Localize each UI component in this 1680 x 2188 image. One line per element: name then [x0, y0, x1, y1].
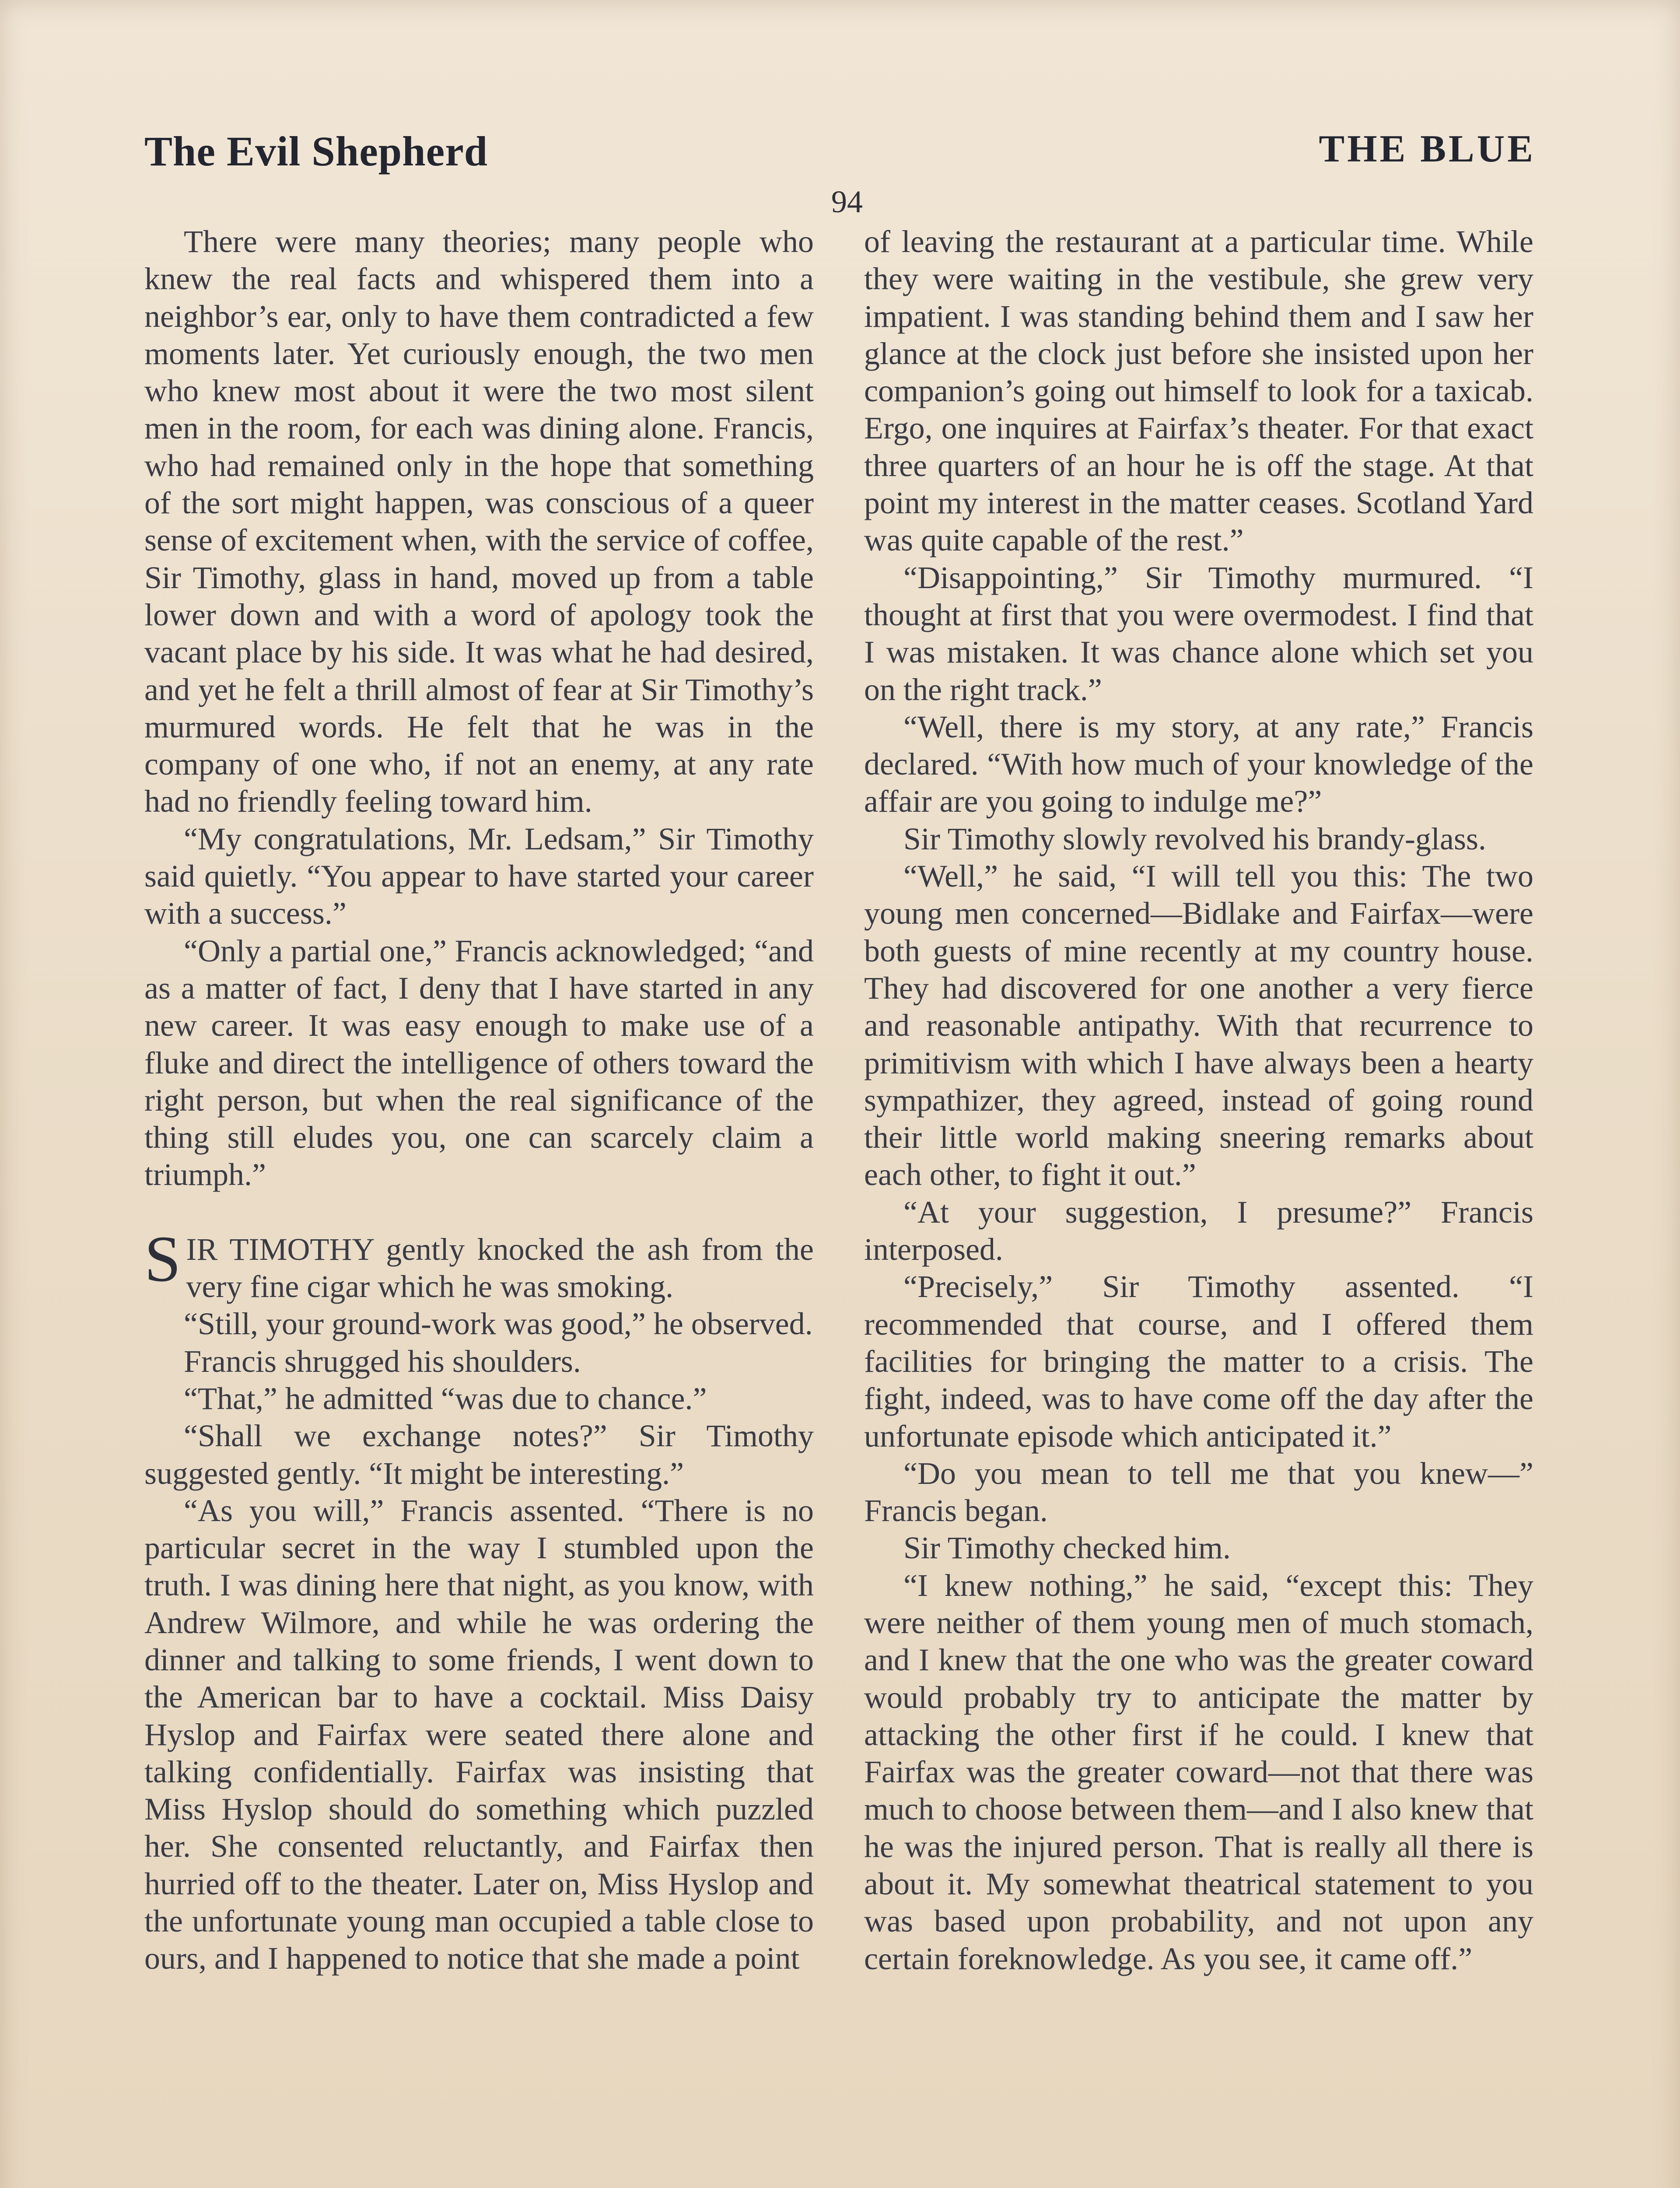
page-number: 94	[831, 184, 863, 219]
paragraph: “Disappointing,” Sir Timothy murmured. “I thought at first that you were overmodest. I find that I was mistaken. It was chance alone which set you on the right track.”	[864, 560, 1533, 707]
paragraph: There were many theories; many people who knew the real facts and whispered them into a neighbor’s ear, only to have them contradicted a few moments later. Yet curiously enough, the two men who knew most about it were the two most silent men in the room, for each was dining alone. Francis, who had remained only in the hope that something of the sort might happen, was conscious of a queer sense of excitement when, with the service of coffee, Sir Timothy, glass in hand, moved up from a table lower down and with a word of apology took the vacant place by his side. It was what he had desired, and yet he felt a thrill almost of fear at Sir Timothy’s murmured words. He felt that he was in the company of one who, if not an enemy, at any rate had no friendly feeling toward him.	[144, 224, 814, 819]
paragraph: “Still, your ground-work was good,” he observed.	[184, 1306, 813, 1342]
paragraph: “Only a partial one,” Francis acknowledged; “and as a matter of fact, I deny that I have started in any new career. It was easy enough to make use of a fluke and direct the intelligence of others toward the right person, but when the real significance of the thing still eludes you, one can scarcely claim a triumph.”	[144, 933, 814, 1192]
paragraph: Sir Timothy checked him.	[903, 1530, 1231, 1566]
paragraph: Francis shrugged his shoulders.	[184, 1343, 581, 1379]
paragraph: “That,” he admitted “was due to chance.”	[184, 1381, 707, 1416]
paragraph: “My congratulations, Mr. Ledsam,” Sir Timothy said quietly. “You appear to have started your career with a success.”	[144, 821, 814, 931]
story-title: The Evil Shepherd	[144, 128, 488, 175]
left-column	[144, 223, 814, 1978]
paragraph: “Do you mean to tell me that you knew—” Francis began.	[864, 1455, 1533, 1529]
paragraph: Sir Timothy slowly revolved his brandy-glass.	[903, 821, 1487, 856]
drop-cap: S	[144, 1222, 181, 1295]
right-column	[864, 223, 1533, 1978]
paragraph: “Well, there is my story, at any rate,” Francis declared. “With how much of your knowledge of the affair are you going to indulge me?”	[864, 709, 1533, 819]
paragraph: “Shall we exchange notes?” Sir Timothy suggested gently. “It might be interesting.”	[144, 1418, 814, 1491]
paragraph: of leaving the restaurant at a particular time. While they were waiting in the vestibule, she grew very impatient. I was standing behind them and I saw her glance at the clock just before she insisted upon her companion’s going out himself to look for a taxicab. Ergo, one inquires at Fairfax’s theater. For that exact three quarters of an hour he is off the stage. At that point my interest in the matter ceases. Scotland Yard was quite capable of the rest.”	[864, 224, 1533, 558]
paragraph: “As you will,” Francis assented. “There is no particular secret in the way I stumbled upon the truth. I was dining here that night, as you know, with Andrew Wilmore, and while he was ordering the dinner and talking to some friends, I went down to the American bar to have a cocktail. Miss Daisy Hyslop and Fairfax were seated there alone and talking confidentially. Fairfax was insisting that Miss Hyslop should do something which puzzled her. She consented reluctantly, and Fairfax then hurried off to the theater. Later on, Miss Hyslop and the unfortunate young man occupied a table close to ours, and I happened to notice that she made a point	[144, 1493, 814, 1976]
section-opening-paragraph	[144, 1222, 814, 1306]
paragraph: “At your suggestion, I presume?” Francis interposed.	[864, 1194, 1533, 1267]
paragraph: “I knew nothing,” he said, “except this: They were neither of them young men of much stomach, and I knew that the one who was the greater coward would probably try to anticipate the matter by attacking the other first if he could. I knew that Fairfax was the greater coward—not that there was much to choose between them—and I also knew that he was the injured person. That is really all there is about it. My somewhat theatrical statement to you was based upon probability, and not upon any certain foreknowledge. As you see, it came off.”	[864, 1567, 1533, 1976]
paragraph: “Well,” he said, “I will tell you this: The two young men concerned—Bidlake and Fairfax—were both guests of mine recently at my country house. They had discovered for one another a very fierce and reasonable antipathy. With that recurrence to primitivism with which I have always been a hearty sympathizer, they agreed, instead of going round their little world making sneering remarks about each other, to fight it out.”	[864, 859, 1533, 1192]
paragraph: “Precisely,” Sir Timothy assented. “I recommended that course, and I offered them facilities for bringing the matter to a crisis. The fight, indeed, was to have come off the day after the unfortunate episode which anticipated it.”	[864, 1269, 1533, 1454]
magazine-title: THE BLUE	[1319, 128, 1536, 170]
paragraph-text: IR TIMOTHY gently knocked the ash from the very fine cigar which he was smoking.	[186, 1231, 814, 1304]
